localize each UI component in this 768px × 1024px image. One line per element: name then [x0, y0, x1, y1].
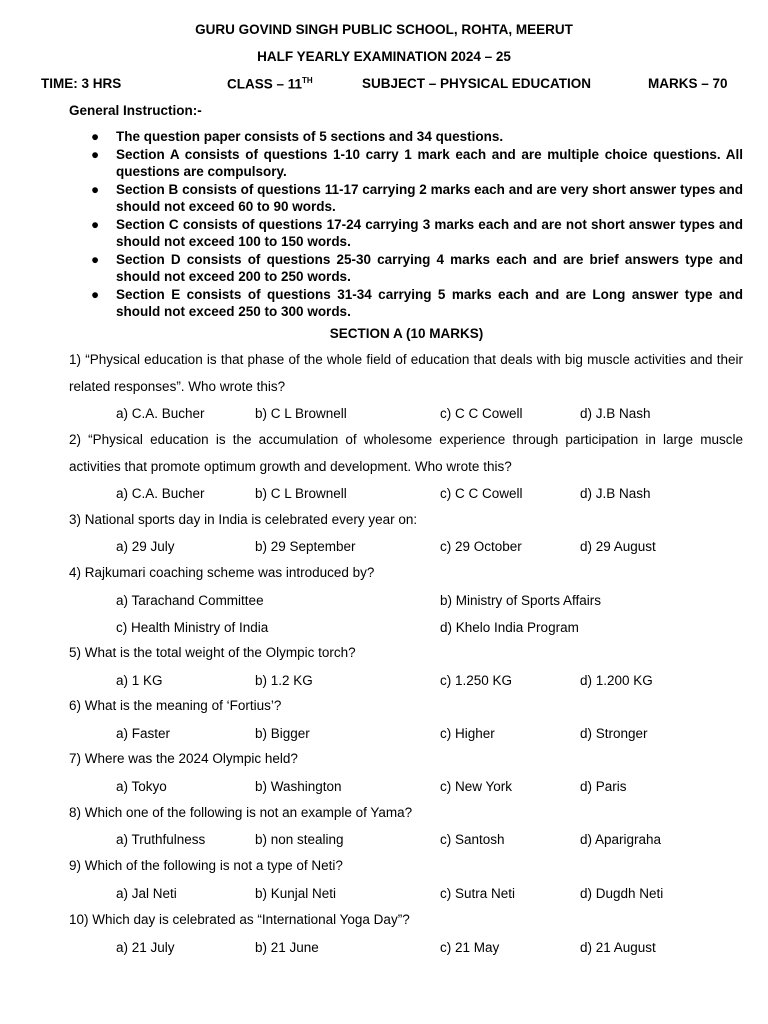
- q5-option-a: a) 1 KG: [116, 673, 163, 688]
- q8-option-a: a) Truthfulness: [116, 832, 206, 847]
- question-6: 6) What is the meaning of ‘Fortius’?: [69, 698, 282, 713]
- q9-option-a: a) Jal Neti: [116, 886, 177, 901]
- exam-class-label: CLASS – 11: [227, 76, 303, 92]
- instruction-item: [69, 216, 743, 251]
- q6-option-d: d) Stronger: [580, 726, 648, 741]
- instruction-item: [69, 181, 743, 216]
- q8-option-d: d) Aparigraha: [580, 832, 662, 847]
- exam-marks: MARKS – 70: [648, 76, 728, 91]
- q1-option-c: c) C C Cowell: [440, 406, 523, 421]
- q5-option-c: c) 1.250 KG: [440, 673, 513, 688]
- instruction-text: The question paper consists of 5 sections and 34 questions.: [116, 129, 504, 144]
- q2-option-a: a) C.A. Bucher: [116, 486, 205, 501]
- bullet-icon: ●: [91, 181, 100, 197]
- q4-option-a: a) Tarachand Committee: [116, 593, 264, 608]
- question-9: 9) Which of the following is not a type of Neti?: [69, 858, 343, 873]
- q10-option-d: d) 21 August: [580, 940, 656, 955]
- question-4: 4) Rajkumari coaching scheme was introduced by?: [69, 565, 375, 580]
- instructions-list: [69, 128, 743, 321]
- q10-option-c: c) 21 May: [440, 940, 500, 955]
- q7-option-b: b) Washington: [255, 779, 342, 794]
- exam-class-suffix: TH: [302, 76, 313, 85]
- school-name: GURU GOVIND SINGH PUBLIC SCHOOL, ROHTA, MEERUT: [195, 22, 573, 37]
- q6-option-c: c) Higher: [440, 726, 495, 741]
- instruction-text: Section A consists of questions 1-10 carry 1 mark each and are multiple choice questions. All questions are compulsory.: [116, 146, 743, 179]
- q8-option-c: c) Santosh: [440, 832, 505, 847]
- q9-option-b: b) Kunjal Neti: [255, 886, 337, 901]
- instruction-text: Section D consists of questions 25-30 carrying 4 marks each and are brief answers type and should not exceed 200 to 250 words.: [116, 251, 743, 284]
- q4-option-c: c) Health Ministry of India: [116, 620, 269, 635]
- bullet-icon: ●: [91, 129, 100, 144]
- q1-option-d: d) J.B Nash: [580, 406, 651, 421]
- bullet-icon: ●: [91, 286, 100, 302]
- q2-option-b: b) C L Brownell: [255, 486, 347, 501]
- question-2: 2) “Physical education is the accumulation of wholesome experience through participation in large muscle activities that promote optimum growth and development. Who wrote this?: [69, 432, 743, 474]
- question-8: 8) Which one of the following is not an example of Yama?: [69, 805, 413, 820]
- question-1: 1) “Physical education is that phase of the whole field of education that deals with big muscle activities and their related responses”. Who wrote this?: [69, 352, 743, 394]
- q2-option-d: d) J.B Nash: [580, 486, 651, 501]
- instruction-item: [69, 286, 743, 321]
- q5-option-d: d) 1.200 KG: [580, 673, 653, 688]
- instruction-item: [69, 128, 743, 146]
- q3-option-a: a) 29 July: [116, 539, 175, 554]
- q1-option-b: b) C L Brownell: [255, 406, 347, 421]
- q10-option-b: b) 21 June: [255, 940, 319, 955]
- question-5: 5) What is the total weight of the Olympic torch?: [69, 645, 356, 660]
- exam-class: [227, 76, 313, 92]
- q7-option-d: d) Paris: [580, 779, 627, 794]
- q4-option-b: b) Ministry of Sports Affairs: [440, 593, 602, 608]
- q7-option-a: a) Tokyo: [116, 779, 167, 794]
- q5-option-b: b) 1.2 KG: [255, 673, 313, 688]
- q8-option-b: b) non stealing: [255, 832, 344, 847]
- q3-option-c: c) 29 October: [440, 539, 522, 554]
- q9-option-c: c) Sutra Neti: [440, 886, 516, 901]
- q2-option-c: c) C C Cowell: [440, 486, 523, 501]
- bullet-icon: ●: [91, 146, 100, 162]
- instruction-text: Section B consists of questions 11-17 carrying 2 marks each and are very short answer types and should not exceed 60 to 90 words.: [116, 181, 743, 214]
- question-3: 3) National sports day in India is celebrated every year on:: [69, 512, 418, 527]
- q6-option-b: b) Bigger: [255, 726, 310, 741]
- question-7: 7) Where was the 2024 Olympic held?: [69, 751, 298, 766]
- exam-subject: SUBJECT – PHYSICAL EDUCATION: [362, 76, 592, 91]
- exam-title: HALF YEARLY EXAMINATION 2024 – 25: [257, 49, 511, 64]
- q10-option-a: a) 21 July: [116, 940, 175, 955]
- general-instructions-title: General Instruction:-: [69, 103, 202, 118]
- q1-option-a: a) C.A. Bucher: [116, 406, 205, 421]
- instruction-item: [69, 146, 743, 181]
- q3-option-d: d) 29 August: [580, 539, 656, 554]
- bullet-icon: ●: [91, 251, 100, 267]
- instruction-item: [69, 251, 743, 286]
- question-10: 10) Which day is celebrated as “International Yoga Day”?: [69, 912, 410, 927]
- q4-option-d: d) Khelo India Program: [440, 620, 579, 635]
- q3-option-b: b) 29 September: [255, 539, 356, 554]
- section-a-title: SECTION A (10 MARKS): [329, 326, 484, 341]
- q9-option-d: d) Dugdh Neti: [580, 886, 664, 901]
- instruction-text: Section C consists of questions 17-24 carrying 3 marks each and are not short answer types and should not exceed 100 to 150 words.: [116, 216, 743, 249]
- instruction-text: Section E consists of questions 31-34 carrying 5 marks each and are Long answer type and should not exceed 250 to 300 words.: [116, 286, 743, 319]
- q7-option-c: c) New York: [440, 779, 513, 794]
- bullet-icon: ●: [91, 216, 100, 232]
- exam-time: TIME: 3 HRS: [41, 76, 122, 91]
- q6-option-a: a) Faster: [116, 726, 171, 741]
